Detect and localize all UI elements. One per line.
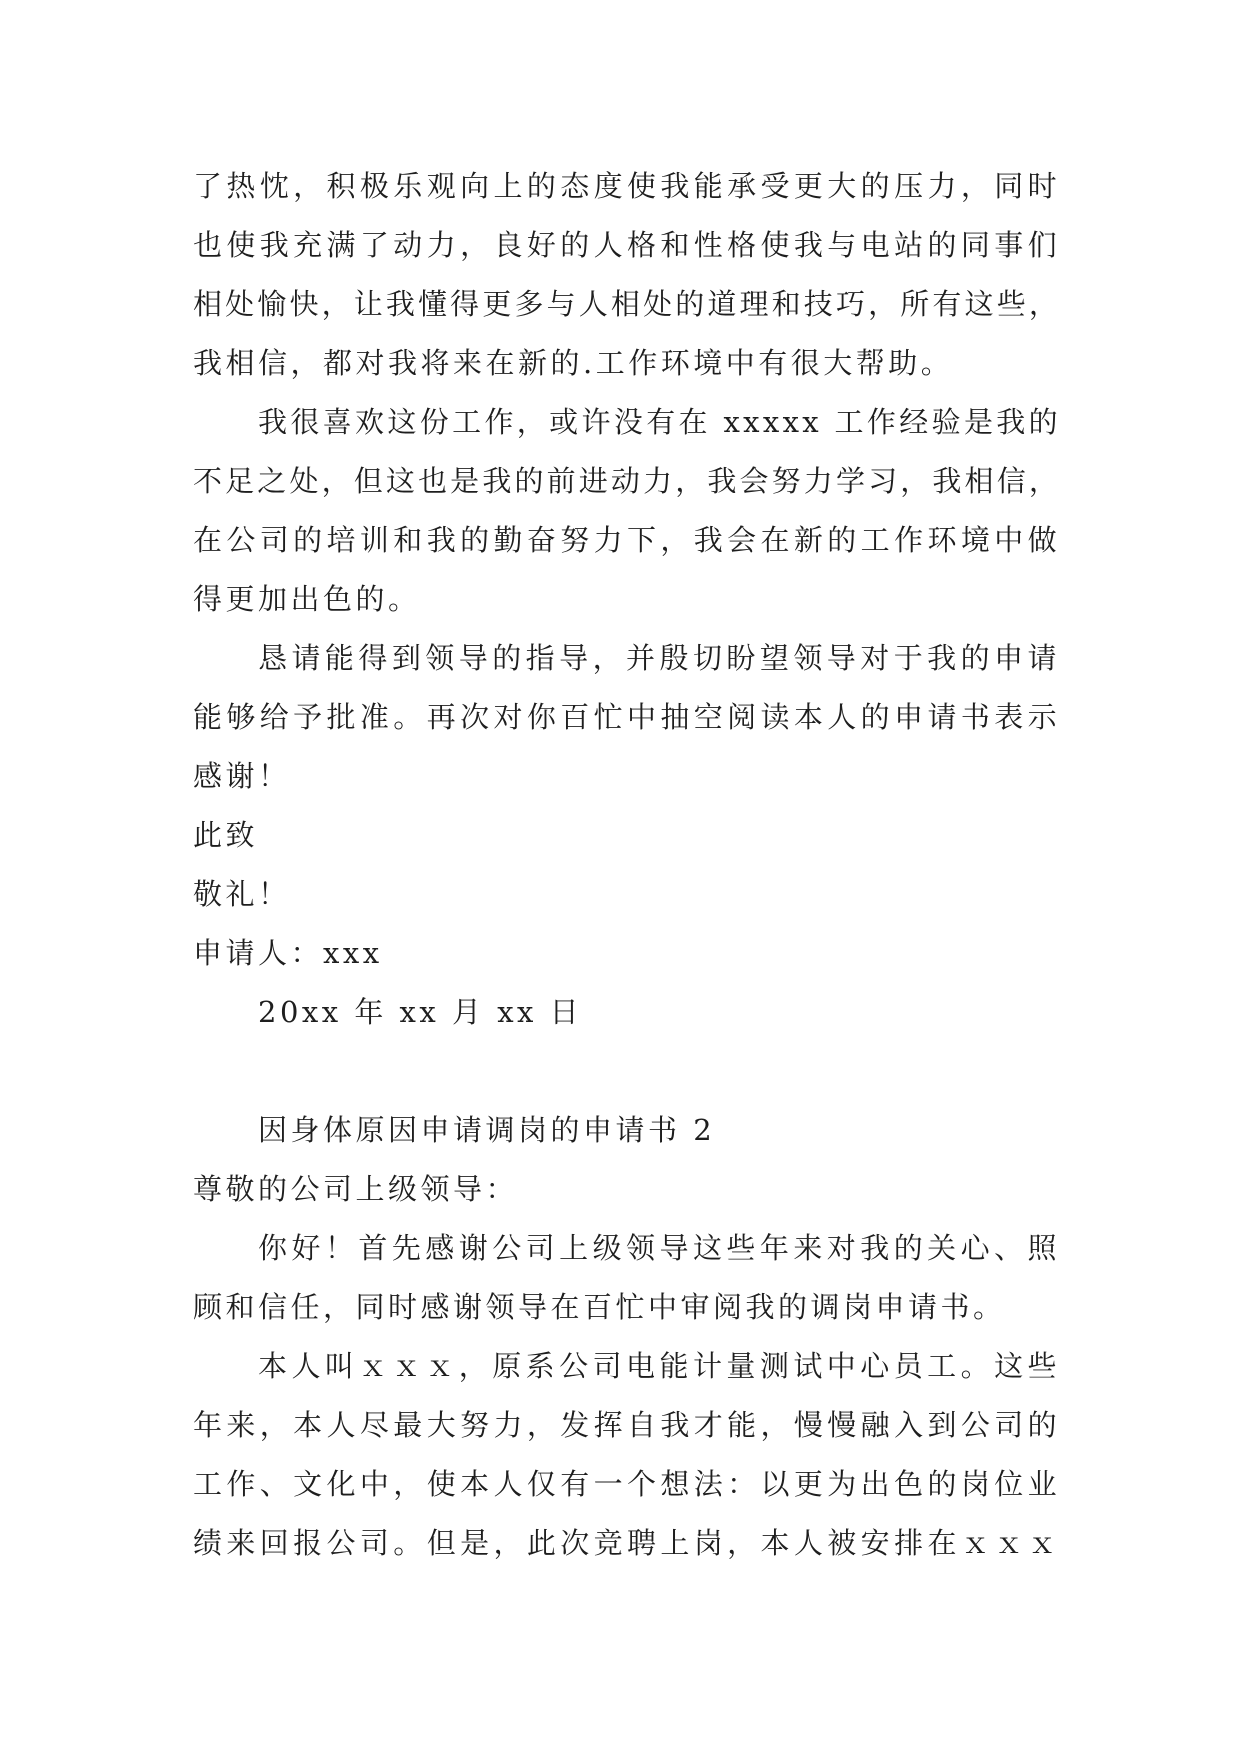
body-text-line: 年来，本人尽最大努力，发挥自我才能，慢慢融入到公司的 bbox=[193, 1408, 1061, 1442]
paragraph-spacer bbox=[193, 1042, 1061, 1101]
body-text-line: 得更加出色的。 bbox=[193, 582, 421, 616]
body-text-line: 本人叫ｘｘｘ，原系公司电能计量测试中心员工。这些 bbox=[258, 1349, 1061, 1383]
body-text-line: 能够给予批准。再次对你百忙中抽空阅读本人的申请书表示 bbox=[193, 700, 1061, 734]
body-text-line: 感谢！ bbox=[193, 759, 291, 793]
closing-line: 此致 bbox=[193, 818, 259, 852]
salutation-line: 敬礼！ bbox=[193, 877, 291, 911]
document-body bbox=[193, 157, 1061, 1573]
body-text-line: 我相信，都对我将来在新的.工作环境中有很大帮助。 bbox=[193, 346, 954, 380]
body-text-line: 恳请能得到领导的指导，并殷切盼望领导对于我的申请 bbox=[258, 641, 1061, 675]
body-text-line: 在公司的培训和我的勤奋努力下，我会在新的工作环境中做 bbox=[193, 523, 1061, 557]
body-text-line: 不足之处，但这也是我的前进动力，我会努力学习，我相信， bbox=[193, 464, 1061, 498]
body-text-line: 你好！首先感谢公司上级领导这些年来对我的关心、照 bbox=[258, 1231, 1061, 1265]
greeting-line: 尊敬的公司上级领导： bbox=[193, 1172, 519, 1206]
date-line: 20xx 年 xx 月 xx 日 bbox=[258, 995, 583, 1029]
body-text-line: 相处愉快，让我懂得更多与人相处的道理和技巧，所有这些， bbox=[193, 287, 1061, 321]
applicant-signature: 申请人：xxx bbox=[193, 936, 383, 970]
body-text-line: 顾和信任，同时感谢领导在百忙中审阅我的调岗申请书。 bbox=[193, 1290, 1006, 1324]
body-text-line: 也使我充满了动力，良好的人格和性格使我与电站的同事们 bbox=[193, 228, 1061, 262]
body-text-line: 了热忱，积极乐观向上的态度使我能承受更大的压力，同时 bbox=[193, 169, 1061, 203]
body-text-line: 绩来回报公司。但是，此次竞聘上岗，本人被安排在ｘｘｘ bbox=[193, 1526, 1061, 1560]
body-text-line: 我很喜欢这份工作，或许没有在 xxxxx 工作经验是我的 bbox=[258, 405, 1061, 439]
letter-title: 因身体原因申请调岗的申请书 2 bbox=[258, 1113, 716, 1147]
body-text-line: 工作、文化中，使本人仅有一个想法：以更为出色的岗位业 bbox=[193, 1467, 1061, 1501]
